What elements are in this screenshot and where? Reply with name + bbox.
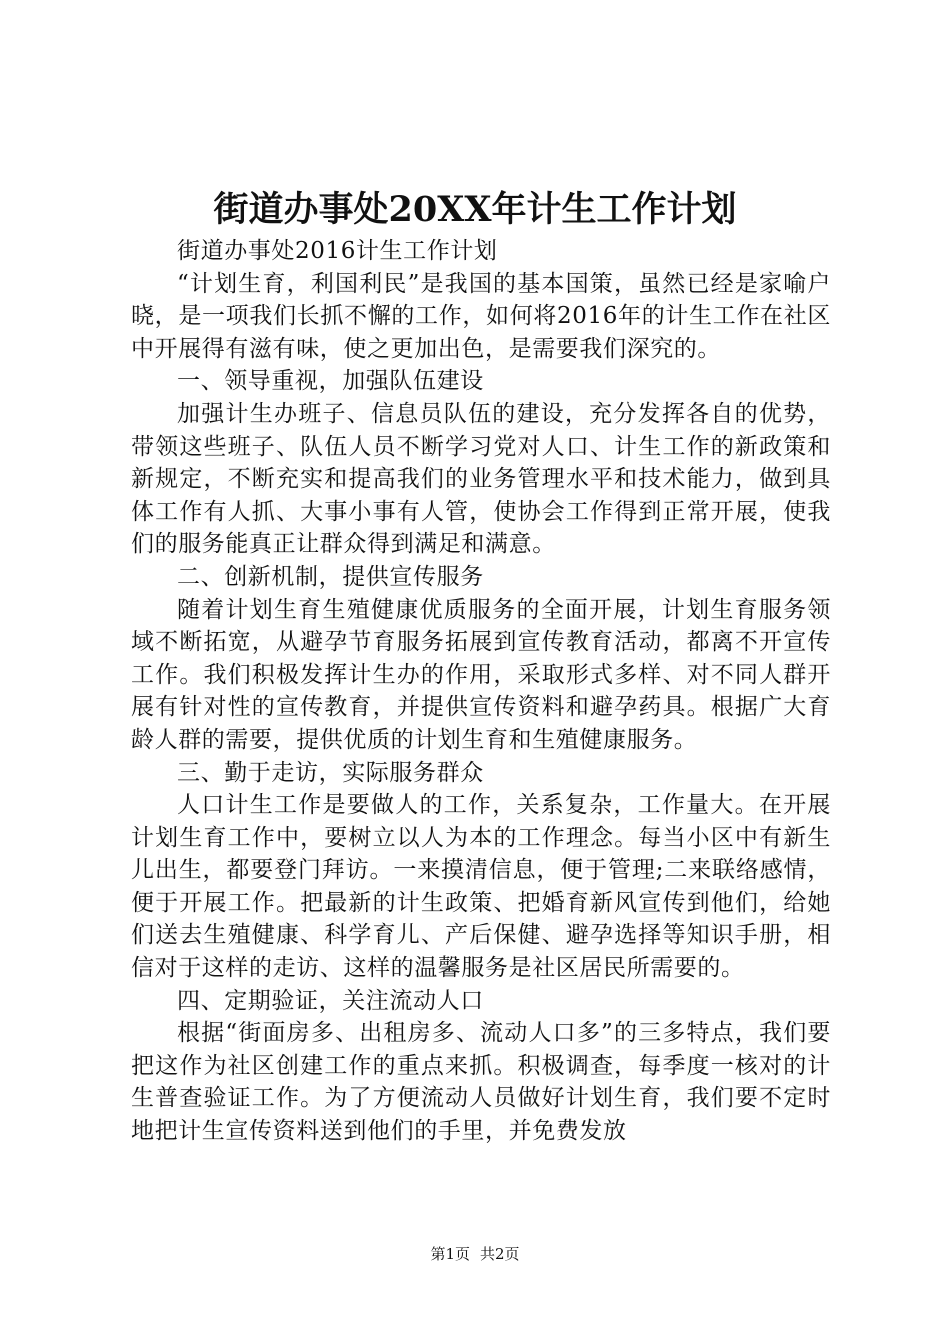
page-number-current: 第1页 [430, 1245, 470, 1263]
page-number-total: 共2页 [480, 1245, 520, 1263]
paragraph-section-3: 人口计生工作是要做人的工作，关系复杂，工作量大。在开展计划生育工作中，要树立以人为本的工作理念。每当小区中有新生儿出生，都要登门拜访。一来摸清信息，便于管理;二来联络感情，便于开展工作。把最新的计生政策、把婚育新风宣传到他们，给她们送去生殖健康、科学育儿、产后保健、避孕选择等知识手册，相信对于这样的走访、这样的温馨服务是社区居民所需要的。 [131, 792, 831, 982]
paragraph-section-2: 随着计划生育生殖健康优质服务的全面开展，计划生育服务领域不断拓宽，从避孕节育服务拓展到宣传教育活动，都离不开宣传工作。我们积极发挥计生办的作用，采取形式多样、对不同人群开展有针对性的宣传教育，并提供宣传资料和避孕药具。根据广大育龄人群的需要，提供优质的计划生育和生殖健康服务。 [131, 596, 831, 753]
section-heading-1: 一、领导重视，加强队伍建设 [177, 368, 484, 395]
page-title: 街道办事处20XX年计生工作计划 [213, 189, 737, 230]
paragraph-section-1: 加强计生办班子、信息员队伍的建设，充分发挥各自的优势，带领这些班子、队伍人员不断学习党对人口、计生工作的新政策和新规定，不断充实和提高我们的业务管理水平和技术能力，做到具体工作有人抓、大事小事有人管，使协会工作得到正常开展，使我们的服务能真正让群众得到满足和满意。 [131, 400, 831, 558]
section-heading-4: 四、定期验证，关注流动人口 [177, 987, 484, 1014]
section-heading-3: 三、勤于走访，实际服务群众 [177, 759, 484, 786]
paragraph-heading-intro: 街道办事处2016计生工作计划 [177, 238, 498, 264]
paragraph-intro: “计划生育，利国利民”是我国的基本国策，虽然已经是家喻户晓，是一项我们长抓不懈的工作，如何将2016年的计生工作在社区中开展得有滋有味，使之更加出色，是需要我们深究的。 [131, 270, 831, 362]
page-footer [0, 1244, 950, 1264]
document-body [131, 235, 831, 1148]
paragraph-section-4: 根据“街面房多、出租房多、流动人口多”的三多特点，我们要把这作为社区创建工作的重点来抓。积极调查，每季度一核对的计生普查验证工作。为了方便流动人员做好计划生育，我们要不定时地把计生宣传资料送到他们的手里，并免费发放 [131, 1020, 831, 1145]
section-heading-2: 二、创新机制，提供宣传服务 [177, 563, 484, 590]
